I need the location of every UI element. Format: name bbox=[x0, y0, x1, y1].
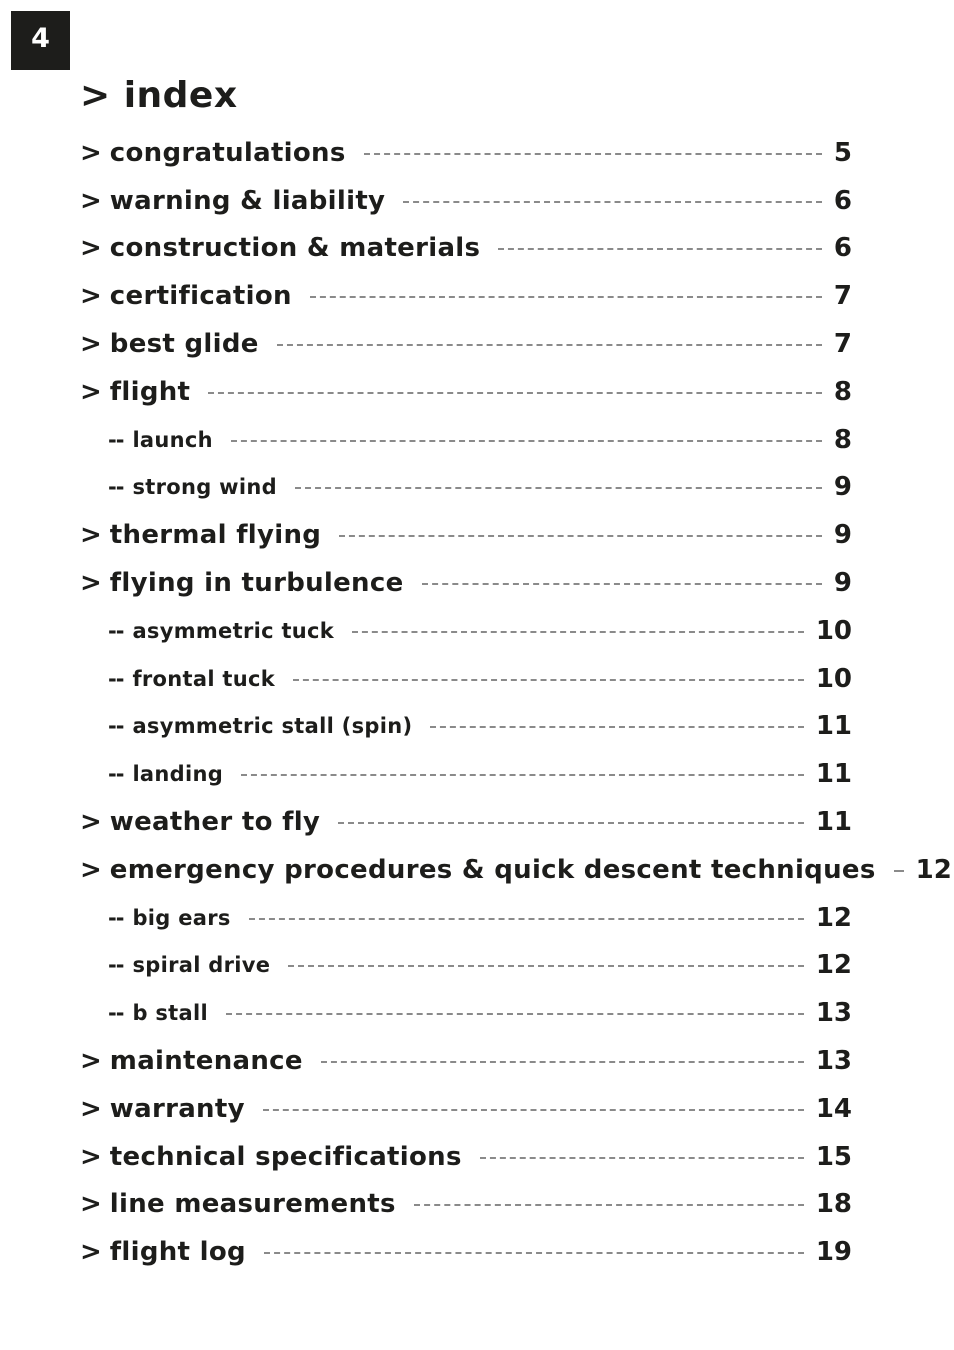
dotted-leader bbox=[414, 1204, 804, 1206]
entry-page-number: 12 bbox=[815, 902, 852, 933]
toc-entry[interactable] bbox=[80, 1133, 852, 1181]
toc-entry[interactable] bbox=[80, 1085, 852, 1133]
entry-prefix: > bbox=[80, 520, 101, 551]
dotted-leader bbox=[241, 774, 804, 776]
entry-prefix: -- bbox=[108, 905, 124, 930]
toc-entry[interactable] bbox=[80, 703, 852, 751]
entry-page-number: 12 bbox=[815, 950, 852, 981]
toc-entry[interactable] bbox=[80, 655, 852, 703]
toc-entry[interactable] bbox=[80, 368, 852, 416]
dotted-leader bbox=[430, 726, 803, 728]
entry-label: flight bbox=[109, 376, 191, 407]
entry-page-number: 6 bbox=[833, 233, 852, 264]
toc-entry[interactable] bbox=[80, 798, 852, 846]
entry-page-number: 10 bbox=[815, 663, 852, 694]
entry-prefix: > bbox=[80, 568, 101, 599]
dotted-leader bbox=[321, 1061, 804, 1063]
toc-entry[interactable] bbox=[80, 177, 852, 225]
entry-prefix: -- bbox=[108, 762, 124, 787]
entry-label: warranty bbox=[109, 1093, 245, 1124]
dotted-leader bbox=[403, 201, 822, 203]
page-number-badge: 4 bbox=[11, 11, 70, 70]
toc-entry[interactable] bbox=[80, 750, 852, 798]
dotted-leader bbox=[293, 679, 804, 681]
entry-prefix: > bbox=[80, 1189, 101, 1220]
table-of-contents bbox=[80, 129, 952, 1276]
dotted-leader bbox=[310, 296, 822, 298]
dotted-leader bbox=[226, 1013, 804, 1015]
entry-page-number: 13 bbox=[815, 1046, 852, 1077]
toc-entry[interactable] bbox=[80, 1228, 852, 1276]
entry-prefix: -- bbox=[108, 666, 124, 691]
entry-label: thermal flying bbox=[109, 520, 322, 551]
entry-prefix: > bbox=[80, 281, 101, 312]
entry-page-number: 12 bbox=[915, 854, 952, 885]
toc-entry[interactable] bbox=[80, 272, 852, 320]
toc-entry[interactable] bbox=[80, 416, 852, 464]
entry-label: technical specifications bbox=[109, 1141, 462, 1172]
entry-label: b stall bbox=[132, 1001, 208, 1026]
toc-entry[interactable] bbox=[80, 942, 852, 990]
entry-label: congratulations bbox=[109, 137, 346, 168]
entry-page-number: 7 bbox=[833, 281, 852, 312]
page-title: > index bbox=[80, 75, 238, 116]
dotted-leader bbox=[263, 1109, 804, 1111]
entry-prefix: -- bbox=[108, 427, 124, 452]
entry-prefix: > bbox=[80, 1237, 101, 1268]
toc-entry[interactable] bbox=[80, 989, 852, 1037]
toc-entry[interactable] bbox=[80, 320, 852, 368]
dotted-leader bbox=[208, 392, 822, 394]
entry-prefix: > bbox=[80, 137, 101, 168]
toc-entry[interactable] bbox=[80, 129, 852, 177]
entry-page-number: 5 bbox=[833, 137, 852, 168]
entry-label: launch bbox=[132, 427, 213, 452]
entry-page-number: 6 bbox=[833, 185, 852, 216]
dotted-leader bbox=[338, 822, 804, 824]
dotted-leader bbox=[480, 1157, 804, 1159]
entry-page-number: 10 bbox=[815, 615, 852, 646]
entry-page-number: 18 bbox=[815, 1189, 852, 1220]
entry-label: flight log bbox=[109, 1237, 246, 1268]
entry-label: flying in turbulence bbox=[109, 568, 404, 599]
dotted-leader bbox=[352, 631, 804, 633]
dotted-leader bbox=[339, 535, 822, 537]
entry-label: spiral drive bbox=[132, 953, 271, 978]
entry-label: construction & materials bbox=[109, 233, 481, 264]
entry-label: emergency procedures & quick descent techniques bbox=[109, 854, 876, 885]
entry-label: asymmetric stall (spin) bbox=[132, 714, 413, 739]
entry-label: weather to fly bbox=[109, 807, 321, 838]
dotted-leader bbox=[231, 440, 822, 442]
entry-prefix: -- bbox=[108, 714, 124, 739]
dotted-leader bbox=[364, 153, 822, 155]
entry-page-number: 8 bbox=[833, 424, 852, 455]
toc-entry[interactable] bbox=[80, 1037, 852, 1085]
entry-prefix: > bbox=[80, 1093, 101, 1124]
entry-page-number: 11 bbox=[815, 711, 852, 742]
entry-page-number: 11 bbox=[815, 807, 852, 838]
entry-prefix: -- bbox=[108, 618, 124, 643]
entry-prefix: > bbox=[80, 807, 101, 838]
dotted-leader bbox=[288, 965, 803, 967]
toc-entry[interactable] bbox=[80, 559, 852, 607]
entry-label: certification bbox=[109, 281, 292, 312]
entry-page-number: 13 bbox=[815, 998, 852, 1029]
entry-prefix: > bbox=[80, 233, 101, 264]
entry-page-number: 9 bbox=[833, 472, 852, 503]
entry-label: asymmetric tuck bbox=[132, 618, 335, 643]
toc-entry[interactable] bbox=[80, 225, 852, 273]
toc-entry[interactable] bbox=[80, 894, 852, 942]
entry-page-number: 8 bbox=[833, 376, 852, 407]
entry-prefix: > bbox=[80, 1141, 101, 1172]
dotted-leader bbox=[422, 583, 822, 585]
entry-page-number: 9 bbox=[833, 568, 852, 599]
dotted-leader bbox=[249, 918, 804, 920]
entry-label: strong wind bbox=[132, 475, 277, 500]
entry-prefix: > bbox=[80, 376, 101, 407]
entry-prefix: -- bbox=[108, 953, 124, 978]
entry-prefix: -- bbox=[108, 475, 124, 500]
toc-entry[interactable] bbox=[80, 464, 852, 512]
entry-prefix: > bbox=[80, 329, 101, 360]
dotted-leader bbox=[264, 1252, 804, 1254]
entry-label: landing bbox=[132, 762, 224, 787]
entry-label: big ears bbox=[132, 905, 231, 930]
entry-page-number: 15 bbox=[815, 1141, 852, 1172]
entry-page-number: 14 bbox=[815, 1093, 852, 1124]
toc-entry[interactable] bbox=[80, 1181, 852, 1229]
toc-entry[interactable] bbox=[80, 846, 952, 894]
entry-label: line measurements bbox=[109, 1189, 396, 1220]
dotted-leader bbox=[894, 870, 904, 872]
dotted-leader bbox=[295, 487, 822, 489]
dotted-leader bbox=[498, 248, 822, 250]
dotted-leader bbox=[277, 344, 822, 346]
entry-prefix: > bbox=[80, 854, 101, 885]
entry-prefix: > bbox=[80, 1046, 101, 1077]
entry-label: maintenance bbox=[109, 1046, 303, 1077]
entry-page-number: 9 bbox=[833, 520, 852, 551]
entry-label: frontal tuck bbox=[132, 666, 276, 691]
entry-prefix: > bbox=[80, 185, 101, 216]
entry-page-number: 11 bbox=[815, 759, 852, 790]
entry-label: best glide bbox=[109, 329, 259, 360]
toc-entry[interactable] bbox=[80, 607, 852, 655]
entry-prefix: -- bbox=[108, 1001, 124, 1026]
entry-page-number: 7 bbox=[833, 329, 852, 360]
entry-label: warning & liability bbox=[109, 185, 386, 216]
toc-entry[interactable] bbox=[80, 511, 852, 559]
entry-page-number: 19 bbox=[815, 1237, 852, 1268]
